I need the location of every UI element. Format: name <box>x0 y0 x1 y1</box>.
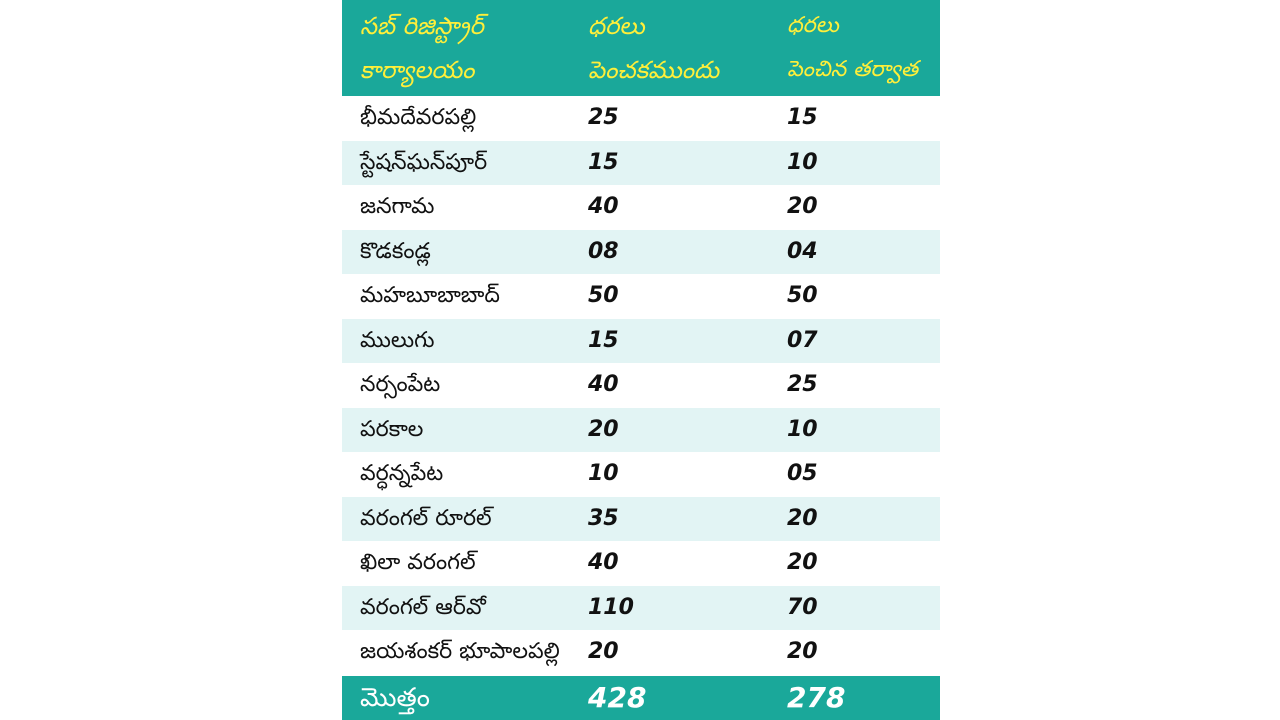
rates-table <box>342 0 940 720</box>
table-row <box>342 96 940 141</box>
header-after <box>787 4 918 92</box>
row-after: 10 <box>787 416 818 442</box>
row-after: 20 <box>787 194 818 219</box>
row-before: 40 <box>588 550 619 575</box>
row-office: పరకాల <box>360 416 424 442</box>
row-office: స్టేషన్‌ఘన్‌పూర్ <box>360 149 488 175</box>
row-after: 05 <box>787 461 818 486</box>
table-row <box>342 630 940 675</box>
row-before: 10 <box>588 461 619 486</box>
table-row <box>342 274 940 319</box>
row-before: 110 <box>588 594 634 620</box>
header-office-line2: కార్యాలయం <box>360 56 475 84</box>
header-before-line2: పెంచకముందు <box>588 56 720 84</box>
row-office: నర్సంపేట <box>360 372 441 397</box>
row-before: 15 <box>588 327 619 353</box>
header-after-line2: పెంచిన తర్వాత <box>787 57 919 82</box>
row-after: 20 <box>787 505 818 531</box>
table-header <box>342 0 940 96</box>
table-row <box>342 141 940 186</box>
row-office: కొడకండ్ల <box>360 238 431 264</box>
row-office: భీమదేవరపల్లి <box>360 105 477 130</box>
table-row <box>342 408 940 453</box>
total-before: 428 <box>588 681 647 714</box>
row-before: 20 <box>588 639 619 664</box>
total-label: మొత్తం <box>360 683 430 713</box>
total-after: 278 <box>787 681 846 714</box>
row-office: వరంగల్ ఆర్‌వో <box>360 594 486 620</box>
table-row <box>342 319 940 364</box>
row-before: 25 <box>588 105 619 130</box>
row-before: 50 <box>588 283 619 308</box>
table-footer-total <box>342 676 940 720</box>
row-after: 04 <box>787 238 818 264</box>
table-row <box>342 185 940 230</box>
row-before: 15 <box>588 149 619 175</box>
row-office: వర్ధన్నపేట <box>360 461 444 486</box>
header-before-line1: ధరలు <box>588 12 645 40</box>
row-office: జయశంకర్ భూపాలపల్లి <box>360 639 560 664</box>
table-row <box>342 452 940 497</box>
row-office: ఖిలా వరంగల్ <box>360 550 476 575</box>
row-before: 20 <box>588 416 619 442</box>
row-after: 07 <box>787 327 818 353</box>
row-after: 20 <box>787 639 818 664</box>
table-row <box>342 586 940 631</box>
table-row <box>342 363 940 408</box>
row-after: 25 <box>787 372 818 397</box>
header-office <box>360 4 484 92</box>
row-office: జనగామ <box>360 194 435 219</box>
header-office-line1: సబ్ రిజిస్ట్రార్ <box>360 12 484 40</box>
row-office: ములుగు <box>360 327 435 353</box>
row-office: వరంగల్ రూరల్ <box>360 505 492 531</box>
row-after: 50 <box>787 283 818 308</box>
row-after: 20 <box>787 550 818 575</box>
row-after: 70 <box>787 594 818 620</box>
row-after: 10 <box>787 149 818 175</box>
row-before: 08 <box>588 238 619 264</box>
table-row <box>342 497 940 542</box>
header-before <box>588 4 719 92</box>
table-row <box>342 230 940 275</box>
row-after: 15 <box>787 105 818 130</box>
row-office: మహబూబాబాద్ <box>360 283 500 308</box>
row-before: 35 <box>588 505 619 531</box>
table-row <box>342 541 940 586</box>
row-before: 40 <box>588 372 619 397</box>
header-after-line1: ధరలు <box>787 13 839 38</box>
row-before: 40 <box>588 194 619 219</box>
